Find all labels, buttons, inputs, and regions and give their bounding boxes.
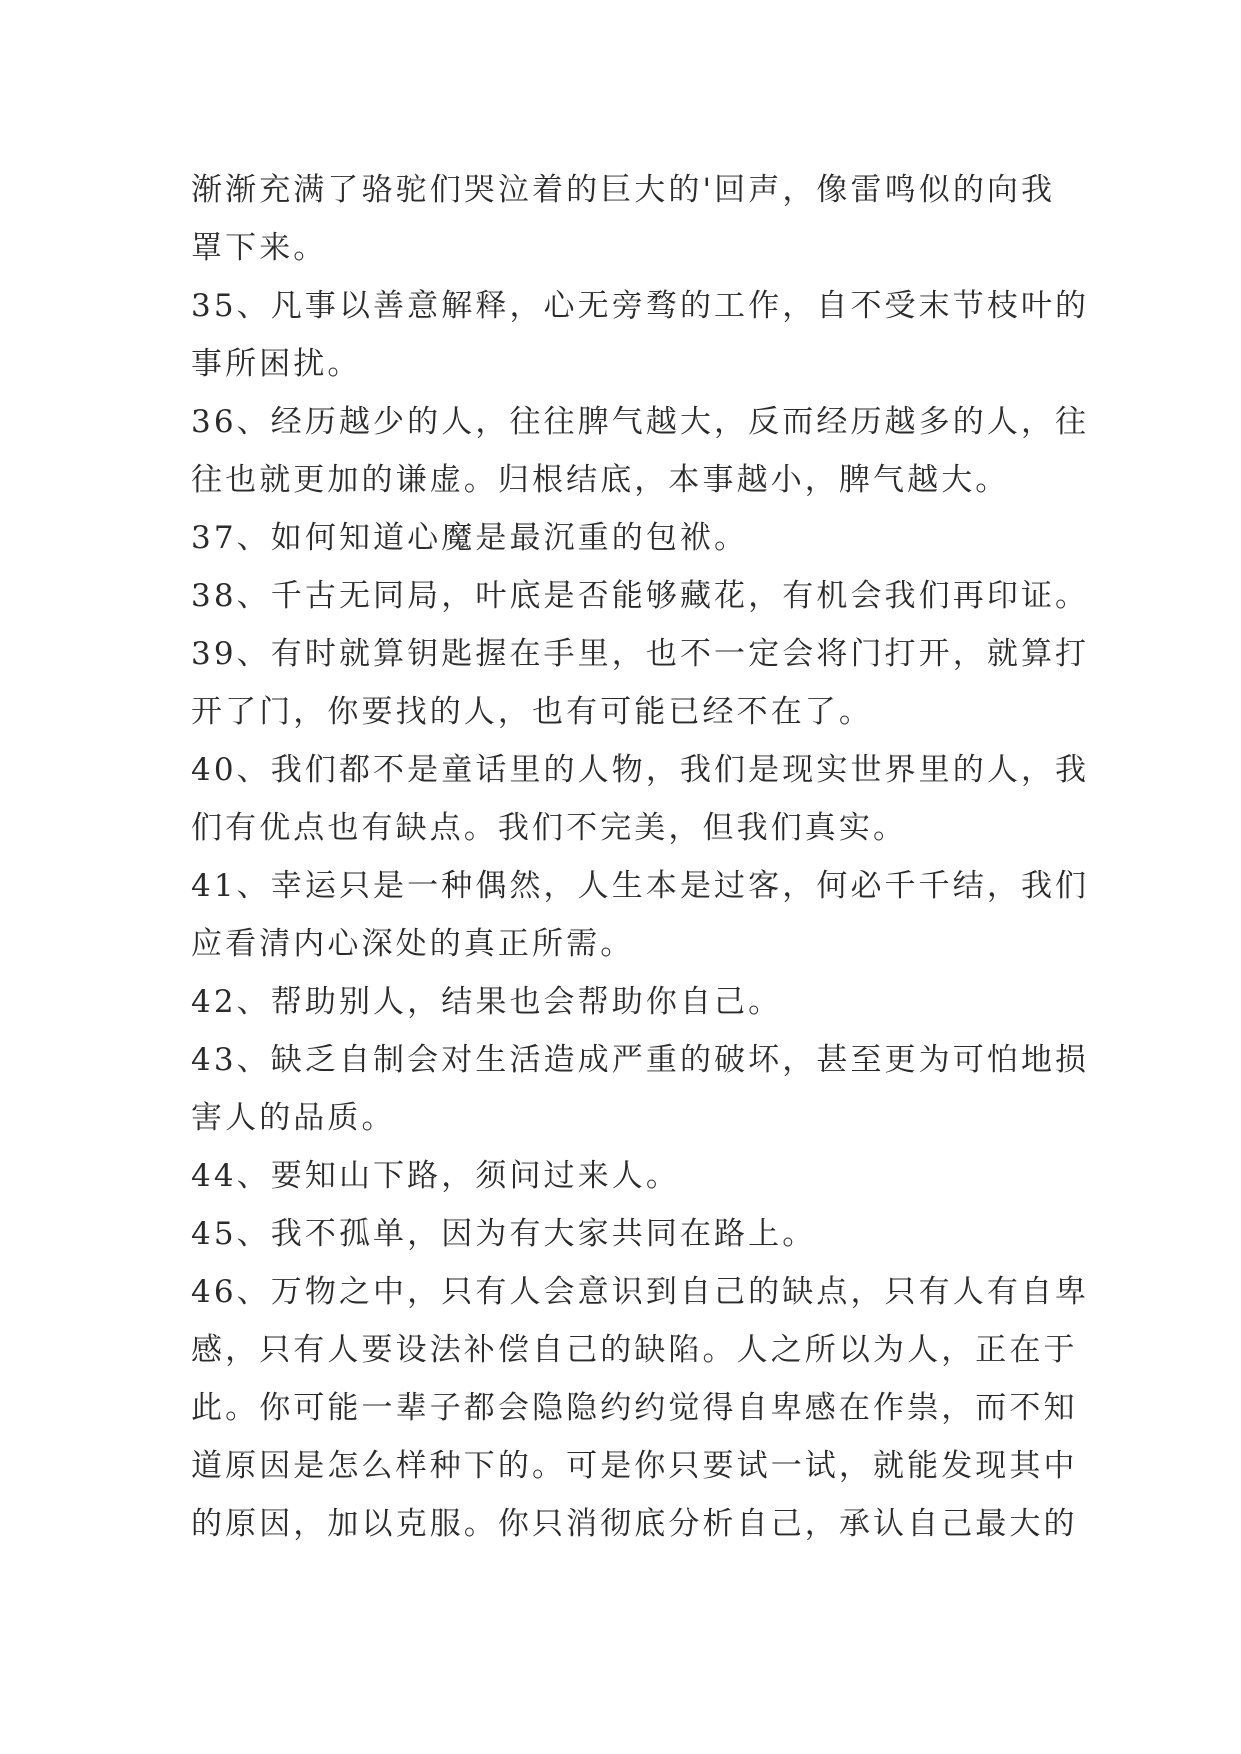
text-line: 应看清内心深处的真正所需。: [191, 926, 635, 962]
text-line: 事所困扰。: [191, 346, 362, 382]
text-line: 的原因，加以克服。你只消彻底分析自己，承认自己最大的: [191, 1506, 1078, 1542]
text-line: 42、帮助别人，结果也会帮助你自己。: [191, 984, 783, 1020]
text-line: 43、缺乏自制会对生活造成严重的破坏，甚至更为可怕地损: [191, 1042, 1090, 1078]
text-line: 44、要知山下路，须问过来人。: [191, 1158, 680, 1194]
text-line: 41、幸运只是一种偶然，人生本是过客，何必千千结，我们: [191, 868, 1090, 904]
text-line: 开了门，你要找的人，也有可能已经不在了。: [191, 694, 873, 730]
text-line: 害人的品质。: [191, 1100, 396, 1136]
text-line: 40、我们都不是童话里的人物，我们是现实世界里的人，我: [191, 752, 1090, 788]
text-line: 36、经历越少的人，往往脾气越大，反而经历越多的人，往: [191, 404, 1090, 440]
text-line: 35、凡事以善意解释，心无旁骛的工作，自不受末节枝叶的: [191, 288, 1090, 324]
body-text: [191, 161, 1090, 1553]
text-line: 37、如何知道心魔是最沉重的包袱。: [191, 520, 749, 556]
text-line: 渐渐充满了骆驼们哭泣着的巨大的'回声，像雷鸣似的向我: [191, 172, 1056, 208]
text-line: 38、千古无同局，叶底是否能够藏花，有机会我们再印证。: [191, 578, 1090, 614]
text-line: 39、有时就算钥匙握在手里，也不一定会将门打开，就算打: [191, 636, 1090, 672]
text-line: 道原因是怎么样种下的。可是你只要试一试，就能发现其中: [191, 1448, 1078, 1484]
text-line: 45、我不孤单，因为有大家共同在路上。: [191, 1216, 817, 1252]
text-line: 46、万物之中，只有人会意识到自己的缺点，只有人有自卑: [191, 1274, 1090, 1310]
text-line: 感，只有人要设法补偿自己的缺陷。人之所以为人，正在于: [191, 1332, 1078, 1368]
text-line: 罩下来。: [191, 230, 328, 266]
text-line: 往也就更加的谦虚。归根结底，本事越小，脾气越大。: [191, 462, 1010, 498]
text-line: 们有优点也有缺点。我们不完美，但我们真实。: [191, 810, 908, 846]
text-line: 此。你可能一辈子都会隐隐约约觉得自卑感在作祟，而不知: [191, 1390, 1078, 1426]
